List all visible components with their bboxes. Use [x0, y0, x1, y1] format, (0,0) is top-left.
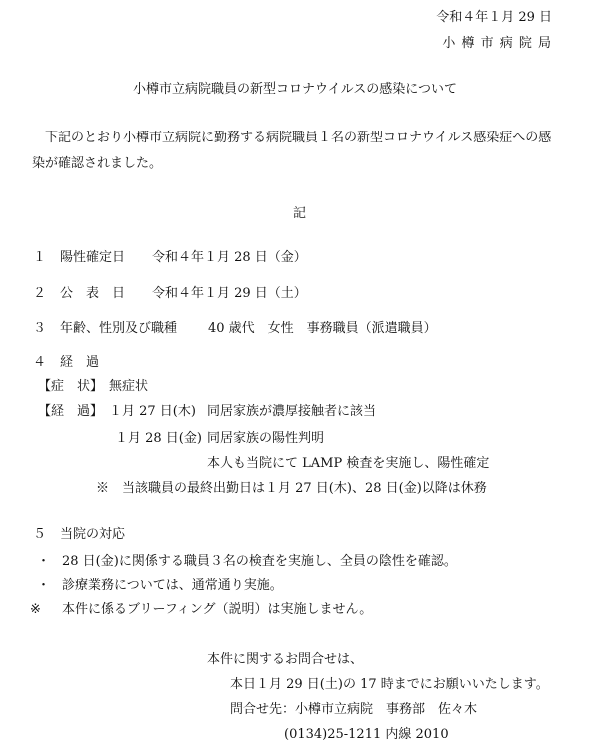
item-3-number: ３: [33, 321, 47, 336]
item-5-number: ５: [33, 527, 47, 542]
item-4-number: ４: [33, 355, 47, 370]
item-5-label: 当院の対応: [60, 527, 126, 542]
symptom-value: 無症状: [109, 379, 149, 394]
course-entry-2-text: 同居家族の陽性判明: [207, 431, 325, 446]
contact-line-2: 本日１月 29 日(土)の 17 時までにお願いいたします。: [230, 677, 549, 692]
item-1-value: 令和４年１月 28 日（金）: [152, 250, 307, 265]
item-1-label: 陽性確定日: [60, 250, 126, 265]
document-date: 令和４年１月 29 日: [436, 10, 552, 25]
course-entry-1-date: １月 27 日(木): [109, 404, 196, 419]
course-entry-3-text: 本人も当院にて LAMP 検査を実施し、陽性確定: [207, 456, 490, 471]
document-title: 小樽市立病院職員の新型コロナウイルスの感染について: [133, 82, 457, 97]
ki-heading: 記: [293, 206, 307, 221]
contact-line-4: (0134)25-1211 内線 2010: [284, 727, 449, 742]
item-4-label: 経 過: [60, 355, 100, 370]
contact-line-1: 本件に関するお問合せは、: [207, 652, 364, 667]
intro-line-2: 染が確認されました。: [32, 156, 163, 171]
item-2-label: 公 表 日: [60, 286, 126, 301]
contact-line-3: 問合せ先：小樽市立病院 事務部 佐々木: [230, 702, 478, 717]
work-note: ※ 当該職員の最終出勤日は１月 27 日(木)、28 日(金)以降は休務: [96, 481, 487, 496]
issuer-name: 小 樽 市 病 院 局: [442, 36, 552, 51]
item-2-value: 令和４年１月 29 日（土）: [152, 286, 307, 301]
course-entry-1-text: 同居家族が濃厚接触者に該当: [207, 404, 377, 419]
intro-line-1: 下記のとおり小樽市立病院に勤務する病院職員１名の新型コロナウイルス感染症への感: [45, 131, 552, 144]
response-2-text: 診療業務については、通常通り実施。: [62, 578, 283, 593]
course-entry-2-date: １月 28 日(金): [115, 431, 202, 446]
response-3-bullet: ※: [30, 602, 41, 617]
response-1-bullet: ・: [37, 554, 51, 569]
item-3-label: 年齢、性別及び職種: [60, 321, 178, 336]
response-1-text: 28 日(金)に関係する職員３名の検査を実施し、全員の陰性を確認。: [62, 554, 457, 569]
item-2-number: ２: [33, 286, 47, 301]
response-3-text: 本件に係るブリーフィング（説明）は実施しません。: [62, 602, 373, 617]
item-1-number: １: [33, 250, 47, 265]
symptom-tag: 【症 状】: [38, 379, 104, 394]
course-tag: 【経 過】: [38, 404, 104, 419]
response-2-bullet: ・: [37, 578, 51, 593]
item-3-value: 40 歳代 女性 事務職員（派遣職員）: [208, 321, 437, 336]
